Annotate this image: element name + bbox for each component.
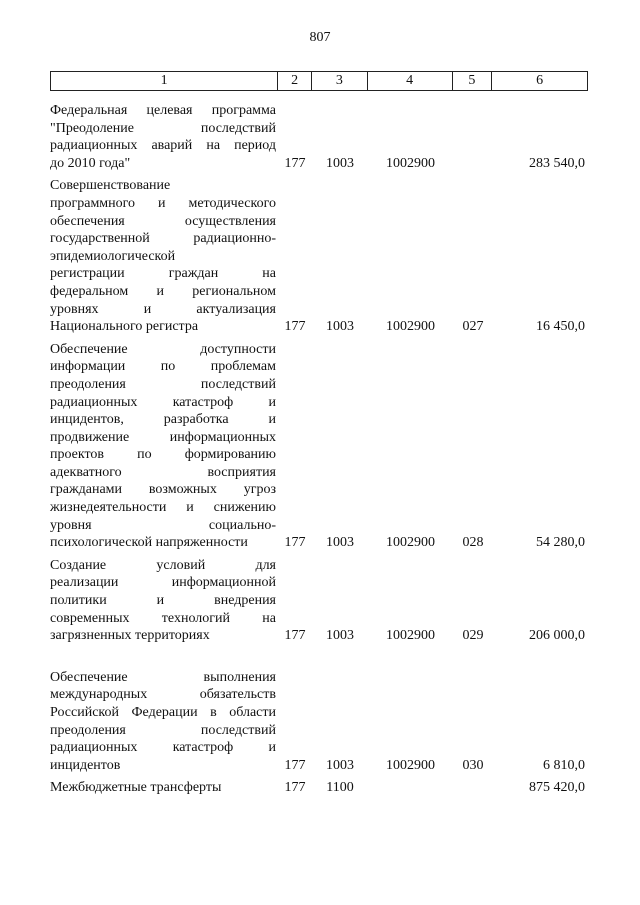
row-col-3: 1003 <box>326 757 354 773</box>
desc-line: Совершенствование <box>50 178 171 194</box>
desc-line: Российской Федерации в области <box>50 705 276 720</box>
desc-line: эпидемиологической <box>50 248 176 264</box>
row-col-6: 875 420,0 <box>529 780 585 796</box>
desc-line: уровнях и актуализация <box>50 301 276 317</box>
desc-line: адекватного восприятия <box>50 464 276 480</box>
desc-line: Национального регистра <box>50 319 199 335</box>
desc-line: федеральном и региональном <box>50 283 276 299</box>
page-number: 807 <box>309 30 331 45</box>
row-col-5 <box>453 102 493 172</box>
row-col-4: 1002900 <box>386 757 435 773</box>
row-col-3: 1003 <box>326 535 354 551</box>
desc-line: Обеспечение доступности <box>50 341 276 357</box>
header-col-1: 1 <box>51 72 278 90</box>
row-col-5: 028 <box>462 535 484 551</box>
row-col-4: 1002900 <box>386 319 435 335</box>
desc-line: инцидентов, разработка и <box>50 412 276 428</box>
table-row <box>50 557 588 645</box>
desc-line: инцидентов <box>50 757 121 773</box>
row-col-2: 177 <box>284 319 306 335</box>
desc-line: реализации информационной <box>50 575 276 591</box>
desc-line: информации по проблемам <box>50 359 276 375</box>
desc-line: проектов по формированию <box>50 447 276 463</box>
desc-line: государственной радиационно- <box>50 231 276 247</box>
desc-line: регистрации граждан на <box>50 266 276 282</box>
desc-line: программного и методического <box>50 195 276 211</box>
row-col-6: 54 280,0 <box>536 535 585 551</box>
header-col-3: 3 <box>312 72 368 90</box>
desc-line: радиационных аварий на период <box>50 138 276 154</box>
desc-line: современных технологий на <box>50 610 276 626</box>
desc-line: Межбюджетные трансферты <box>50 780 222 796</box>
desc-line: Обеспечение выполнения <box>50 669 276 685</box>
row-col-6: 16 450,0 <box>536 319 585 335</box>
table-row <box>50 102 588 172</box>
row-col-2: 177 <box>284 535 306 551</box>
row-description <box>50 779 278 797</box>
row-description <box>50 557 278 645</box>
header-col-4: 4 <box>368 72 453 90</box>
desc-line: политики и внедрения <box>50 593 276 609</box>
desc-line: "Преодоление последствий <box>50 120 276 136</box>
desc-line: Федеральная целевая программа <box>50 103 276 118</box>
desc-line: гражданами возможных угроз <box>50 482 276 498</box>
desc-line: обеспечения осуществления <box>50 213 276 229</box>
row-col-4: 1002900 <box>386 628 435 644</box>
row-col-4: 1002900 <box>386 535 435 551</box>
row-col-4 <box>368 779 453 797</box>
table-body <box>50 102 588 797</box>
row-description <box>50 341 278 552</box>
desc-line: до 2010 года" <box>50 155 131 171</box>
desc-line: радиационных катастроф и <box>50 740 276 756</box>
row-col-5: 030 <box>462 757 484 773</box>
row-description <box>50 177 278 335</box>
row-description <box>50 102 278 172</box>
desc-line: психологической напряженности <box>50 535 248 551</box>
row-col-5 <box>453 779 493 797</box>
desc-line: преодоления последствий <box>50 722 276 738</box>
desc-line: уровня социально- <box>50 517 276 533</box>
desc-line: радиационных катастроф и <box>50 394 276 410</box>
header-col-2: 2 <box>278 72 312 90</box>
row-col-2: 177 <box>284 628 306 644</box>
desc-line: продвижение информационных <box>50 429 276 445</box>
row-col-3: 1003 <box>326 628 354 644</box>
row-col-3: 1003 <box>326 319 354 335</box>
row-col-6: 283 540,0 <box>529 155 585 171</box>
table-header-row <box>50 71 588 91</box>
table-row <box>50 341 588 552</box>
row-col-5: 027 <box>462 319 484 335</box>
row-col-3: 1003 <box>326 155 354 171</box>
desc-line: международных обязательств <box>50 687 276 703</box>
desc-line: преодоления последствий <box>50 376 276 392</box>
row-col-3: 1100 <box>326 780 354 796</box>
header-col-5: 5 <box>453 72 493 90</box>
row-col-4: 1002900 <box>386 155 435 171</box>
table-row <box>50 779 588 797</box>
header-col-6: 6 <box>536 73 544 88</box>
row-col-2: 177 <box>284 155 306 171</box>
desc-line: загрязненных территориях <box>50 628 210 644</box>
row-description <box>50 669 278 775</box>
table-row <box>50 669 588 775</box>
desc-line: жизнедеятельности и снижению <box>50 500 276 516</box>
row-col-2: 177 <box>284 780 306 796</box>
row-col-2: 177 <box>284 757 306 773</box>
row-col-6: 206 000,0 <box>529 628 585 644</box>
row-col-5: 029 <box>462 628 484 644</box>
desc-line: Создание условий для <box>50 557 276 573</box>
row-col-6: 6 810,0 <box>543 757 585 773</box>
table-row <box>50 177 588 335</box>
